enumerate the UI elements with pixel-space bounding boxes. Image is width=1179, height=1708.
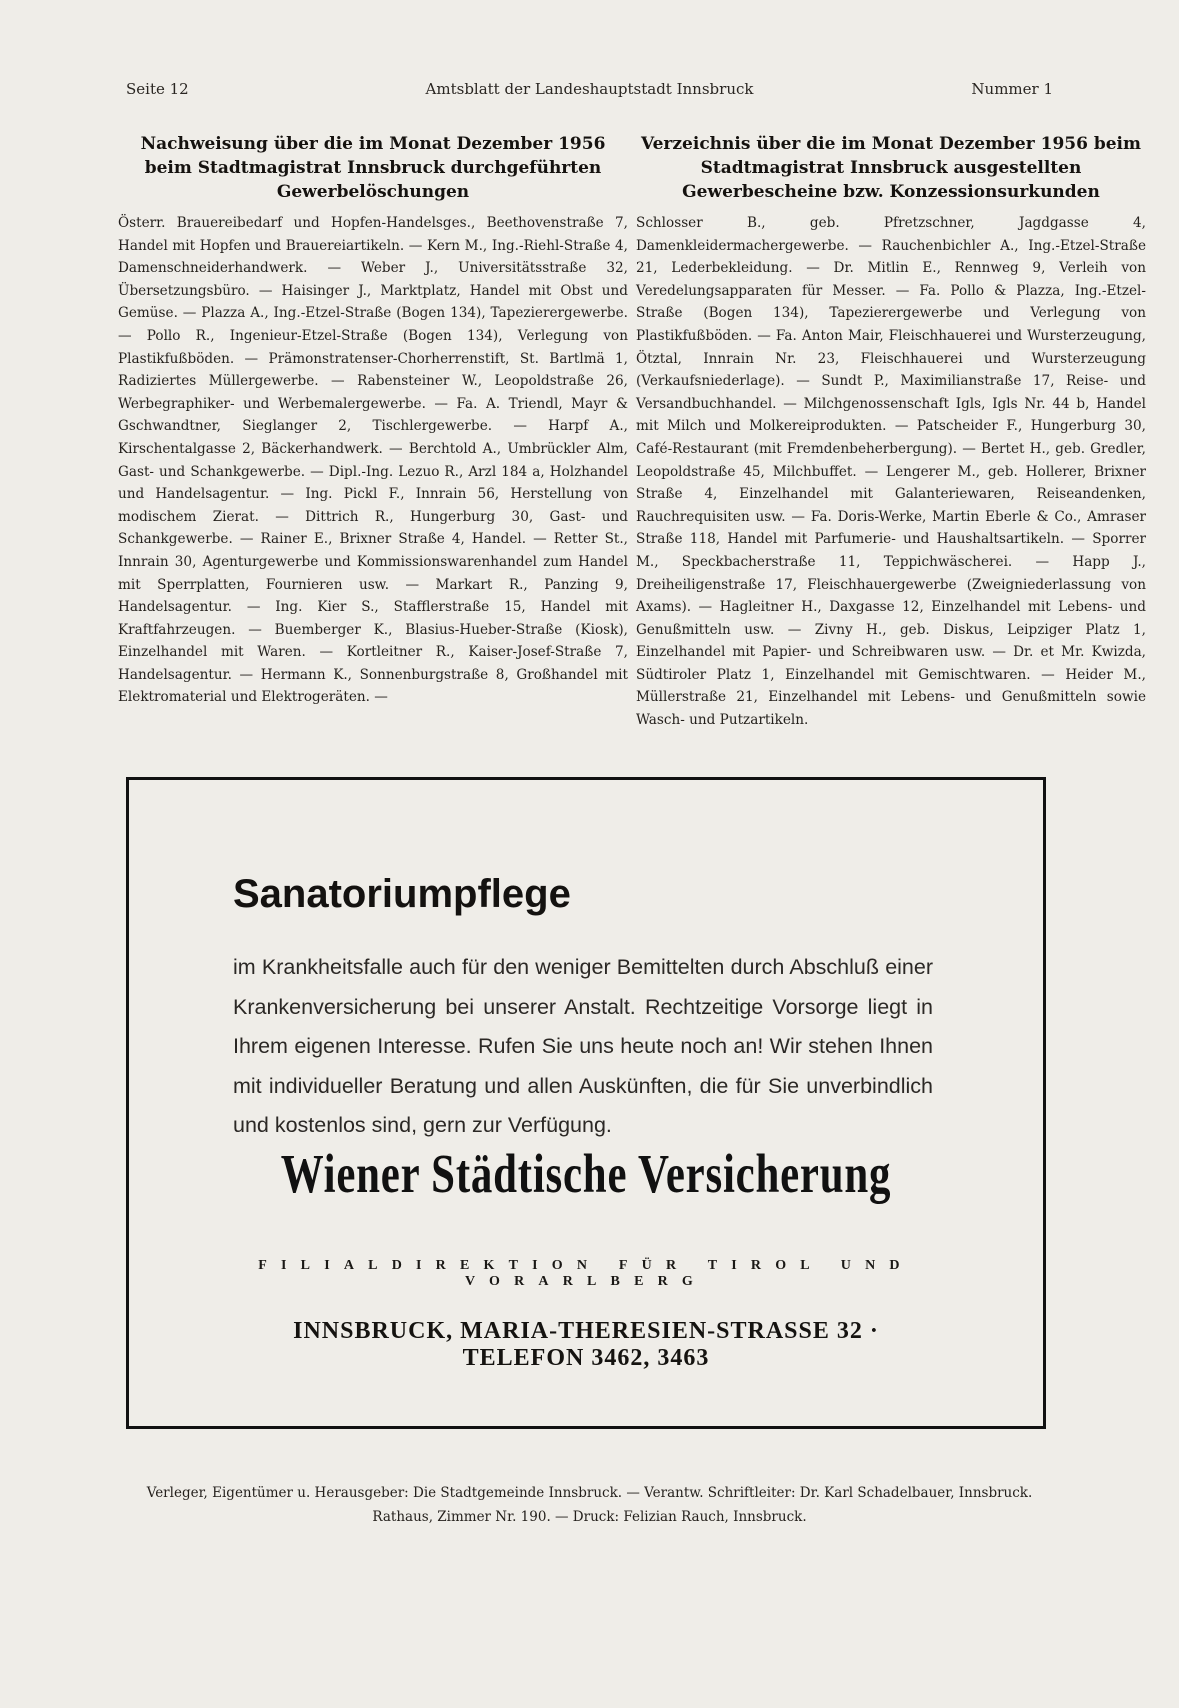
left-column-heading: Nachweisung über die im Monat Dezember 1956 beim Stadtmagistrat Innsbruck durchgeführten Gewerbelöschungen xyxy=(140,134,606,202)
issue-number: Nummer 1 xyxy=(971,80,1053,98)
ad-body: im Krankheitsfalle auch für den weniger Bemittelten durch Abschluß einer Krankenversicherung bei unserer Anstalt. Rechtzeitige Vorsorge liegt in Ihrem eigenen Interesse. Rufen Sie uns heute noch an! Wir stehen Ihnen mit individueller Beratung und allen Auskünften, die für Sie unverbindlich und kostenlos sind, gern zur Verfügung. xyxy=(233,955,933,1137)
imprint xyxy=(118,1481,1061,1529)
ad-address: INNSBRUCK, MARIA-THERESIEN-STRASSE 32 · TELEFON 3462, 3463 xyxy=(293,1318,879,1371)
left-column xyxy=(118,132,628,709)
right-column-heading: Verzeichnis über die im Monat Dezember 1956 beim Stadtmagistrat Innsbruck ausgestellten Gewerbescheine bzw. Konzessionsurkunden xyxy=(640,134,1141,202)
publication-title: Amtsblatt der Landeshauptstadt Innsbruck xyxy=(425,80,754,98)
right-column xyxy=(636,132,1146,732)
ad-title: Sanatoriumpflege xyxy=(233,872,571,916)
imprint-line-2: Rathaus, Zimmer Nr. 190. — Druck: Felizian Rauch, Innsbruck. xyxy=(372,1509,807,1525)
ad-branch: FILIALDIREKTION FÜR TIROL UND VORARLBERG xyxy=(258,1258,914,1289)
page-number: Seite 12 xyxy=(126,80,189,98)
right-column-text: Schlosser B., geb. Pfretzschner, Jagdgasse 4, Damenkleidermachergewerbe. — Rauchenbichler A., Ing.-Etzel-Straße 21, Lederbekleidung. — Dr. Mitlin E., Rennweg 9, Verleih von Veredelungsapparaten für Messer. — Fa. Pollo & Plazza, Ing.-Etzel-Straße (Bogen 134), Tapezierergewerbe und Verlegung von Plastikfußböden. — Fa. Anton Mair, Fleischhauerei und Wursterzeugung, Ötztal, Innrain Nr. 23, Fleischhauerei und Wursterzeugung (Verkaufsniederlage). — Sundt P., Maximilianstraße 17, Reise- und Versandbuchhandel. — Milchgenossenschaft Igls, Igls Nr. 44 b, Handel mit Milch und Molkereiprodukten. — Patscheider F., Hungerburg 30, Café-Restaurant (mit Fremdenbeherbergung). — Bertet H., geb. Gredler, Leopoldstraße 45, Milchbuffet. — Lengerer M., geb. Hollerer, Brixner Straße 4, Einzelhandel mit Galanteriewaren, Reiseandenken, Rauchrequisiten usw. — Fa. Doris-Werke, Martin Eberle & Co., Amraser Straße 118, Handel mit Parfumerie- und Haushaltsartikeln. — Sporrer M., Speckbacherstraße 11, Teppichwäscherei. — Happ J., Dreiheiligenstraße 17, Fleischhauergewerbe (Zweigniederlassung von Axams). — Hagleitner H., Daxgasse 12, Einzelhandel mit Lebens- und Genußmitteln usw. — Zivny H., geb. Diskus, Leipziger Platz 1, Einzelhandel mit Papier- und Schreibwaren usw. — Dr. et Mr. Kwizda, Südtiroler Platz 1, Einzelhandel mit Gemischtwaren. — Heider M., Müllerstraße 21, Einzelhandel mit Lebens- und Genußmitteln sowie Wasch- und Putzartikeln. xyxy=(636,215,1146,729)
left-column-text: Österr. Brauereibedarf und Hopfen-Handelsges., Beethovenstraße 7, Handel mit Hopfen und Brauereiartikeln. — Kern M., Ing.-Riehl-Straße 4, Damenschneiderhandwerk. — Weber J., Universitätsstraße 32, Übersetzungsbüro. — Haisinger J., Marktplatz, Handel mit Obst und Gemüse. — Plazza A., Ing.-Etzel-Straße (Bogen 134), Tapezierergewerbe. — Pollo R., Ingenieur-Etzel-Straße (Bogen 134), Verlegung von Plastikfußböden. — Prämonstratenser-Chorherrenstift, St. Bartlmä 1, Radiziertes Müllergewerbe. — Rabensteiner W., Leopoldstraße 26, Werbegraphiker- und Werbemalergewerbe. — Fa. A. Triendl, Mayr & Gschwandtner, Sieglanger 2, Tischlergewerbe. — Harpf A., Kirschentalgasse 2, Bäckerhandwerk. — Berchtold A., Umbrückler Alm, Gast- und Schankgewerbe. — Dipl.-Ing. Lezuo R., Arzl 184 a, Holzhandel und Handelsagentur. — Ing. Pickl F., Innrain 56, Herstellung von modischem Zierat. — Dittrich R., Hungerburg 30, Gast- und Schankgewerbe. — Rainer E., Brixner Straße 4, Handel. — Retter St., Innrain 30, Agenturgewerbe und Kommissionswarenhandel zum Handel mit Sperrplatten, Fournieren usw. — Markart R., Panzing 9, Handelsagentur. — Ing. Kier S., Stafflerstraße 15, Handel mit Kraftfahrzeugen. — Buemberger K., Blasius-Hueber-Straße (Kiosk), Einzelhandel mit Waren. — Kortleitner R., Kaiser-Josef-Straße 7, Handelsagentur. — Hermann K., Sonnenburgstraße 8, Großhandel mit Elektromaterial und Elektrogeräten. — xyxy=(118,215,628,706)
ad-company-name: Wiener Städtische Versicherung xyxy=(280,1143,892,1204)
imprint-line-1: Verleger, Eigentümer u. Herausgeber: Die Stadtgemeinde Innsbruck. — Verantw. Schriftleiter: Dr. Karl Schadelbauer, Innsbruck. xyxy=(146,1485,1033,1501)
running-header xyxy=(126,80,1053,102)
insurance-advertisement xyxy=(126,777,1046,1429)
